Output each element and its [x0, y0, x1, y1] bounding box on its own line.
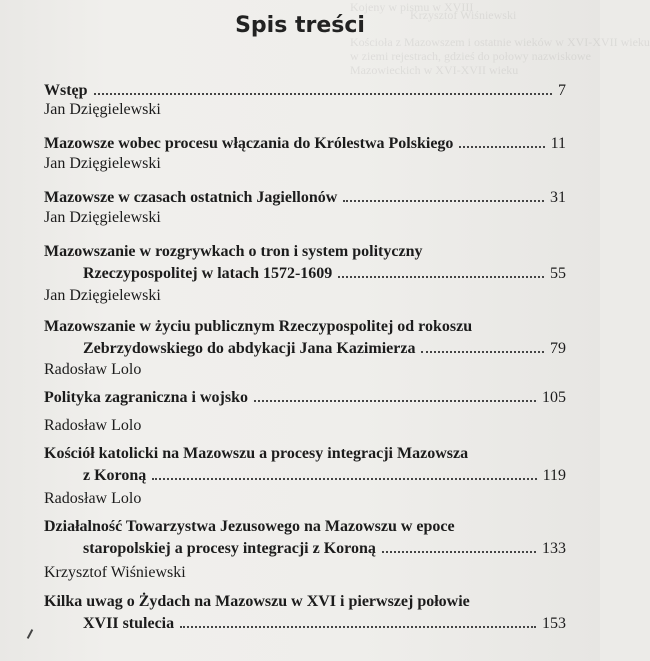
toc-entry[interactable]	[44, 133, 566, 155]
toc-author: Jan Dzięgielewski	[44, 209, 161, 226]
toc-page-number: 31	[550, 189, 566, 206]
toc-author: Radosław Lolo	[44, 490, 142, 507]
toc-page-number: 119	[542, 467, 566, 484]
toc-entry-title-continued: z Koroną	[83, 467, 147, 484]
toc-page-number: 11	[550, 135, 566, 152]
toc-entry-title-continued: Rzeczypospolitej w latach 1572-1609	[83, 265, 333, 282]
toc-entry-title: Kilka uwag o Żydach na Mazowszu w XVI i pierwszej połowie	[44, 593, 470, 610]
toc-author: Jan Dzięgielewski	[44, 101, 161, 118]
toc-page-number: 7	[558, 82, 566, 99]
toc-page-number: 55	[550, 265, 566, 282]
show-through-text: w ziemi rejestrach, gdzieś do połowy nazwiskowe	[350, 49, 591, 63]
toc-page-number: 153	[542, 615, 566, 632]
toc-entry-title: Wstęp	[44, 82, 88, 99]
toc-entry-title: Mazowszanie w rozgrywkach o tron i system polityczny	[44, 243, 423, 260]
show-through-text: Krzysztof Wiśniewski	[410, 8, 517, 22]
dot-leader	[338, 266, 544, 278]
dot-leader	[382, 541, 536, 553]
pencil-mark	[27, 629, 33, 639]
toc-entry-title: Mazowsze w czasach ostatnich Jagiellonów	[44, 189, 338, 206]
toc-entry[interactable]	[44, 443, 566, 487]
toc-page-number: 105	[542, 389, 566, 406]
show-through-text: Kojeny w pismu w XVIII	[350, 0, 474, 14]
toc-entry-title: Mazowsze wobec procesu włączania do Królestwa Polskiego	[44, 135, 454, 152]
toc-entry-title-continued: staropolskiej a procesy integracji z Koroną	[83, 540, 376, 557]
toc-page-number: 133	[542, 540, 566, 557]
dot-leader	[459, 136, 544, 148]
toc-entry[interactable]	[44, 387, 566, 409]
toc-heading: Spis treści	[235, 13, 365, 38]
toc-entry-title: Kościół katolicki na Mazowszu a procesy integracji Mazowsza	[44, 445, 469, 462]
dot-leader	[421, 341, 544, 353]
toc-author: Radosław Lolo	[44, 417, 142, 434]
toc-author: Jan Dzięgielewski	[44, 155, 161, 172]
dot-leader	[94, 83, 552, 95]
toc-entry-title-continued: Zebrzydowskiego do abdykacji Jana Kazimierza	[83, 340, 416, 357]
toc-entry[interactable]	[44, 241, 566, 285]
toc-author: Jan Dzięgielewski	[44, 287, 161, 304]
toc-entry-title: Działalność Towarzystwa Jezusowego na Mazowszu w epoce	[44, 518, 455, 535]
show-through-text: Mazowieckich w XVI-XVII wieku	[350, 63, 519, 77]
toc-entry[interactable]	[44, 516, 566, 560]
toc-entry-title-continued: XVII stulecia	[83, 615, 175, 632]
toc-entry-title: Mazowszanie w życiu publicznym Rzeczypospolitej od rokoszu	[44, 318, 473, 335]
toc-author: Radosław Lolo	[44, 361, 142, 378]
toc-entry[interactable]	[44, 316, 566, 360]
toc-page-number: 79	[550, 340, 566, 357]
dot-leader	[343, 190, 544, 202]
dot-leader	[180, 616, 536, 628]
toc-author: Krzysztof Wiśniewski	[44, 564, 186, 581]
show-through-text: Kościoła z Mazowszem i ostatnie wieków w XVI-XVII wieku	[350, 35, 650, 49]
toc-entry[interactable]	[44, 591, 566, 635]
toc-entry-title: Polityka zagraniczna i wojsko	[44, 389, 248, 406]
dot-leader	[152, 468, 536, 480]
toc-entry[interactable]	[44, 187, 566, 209]
dot-leader	[254, 390, 536, 402]
